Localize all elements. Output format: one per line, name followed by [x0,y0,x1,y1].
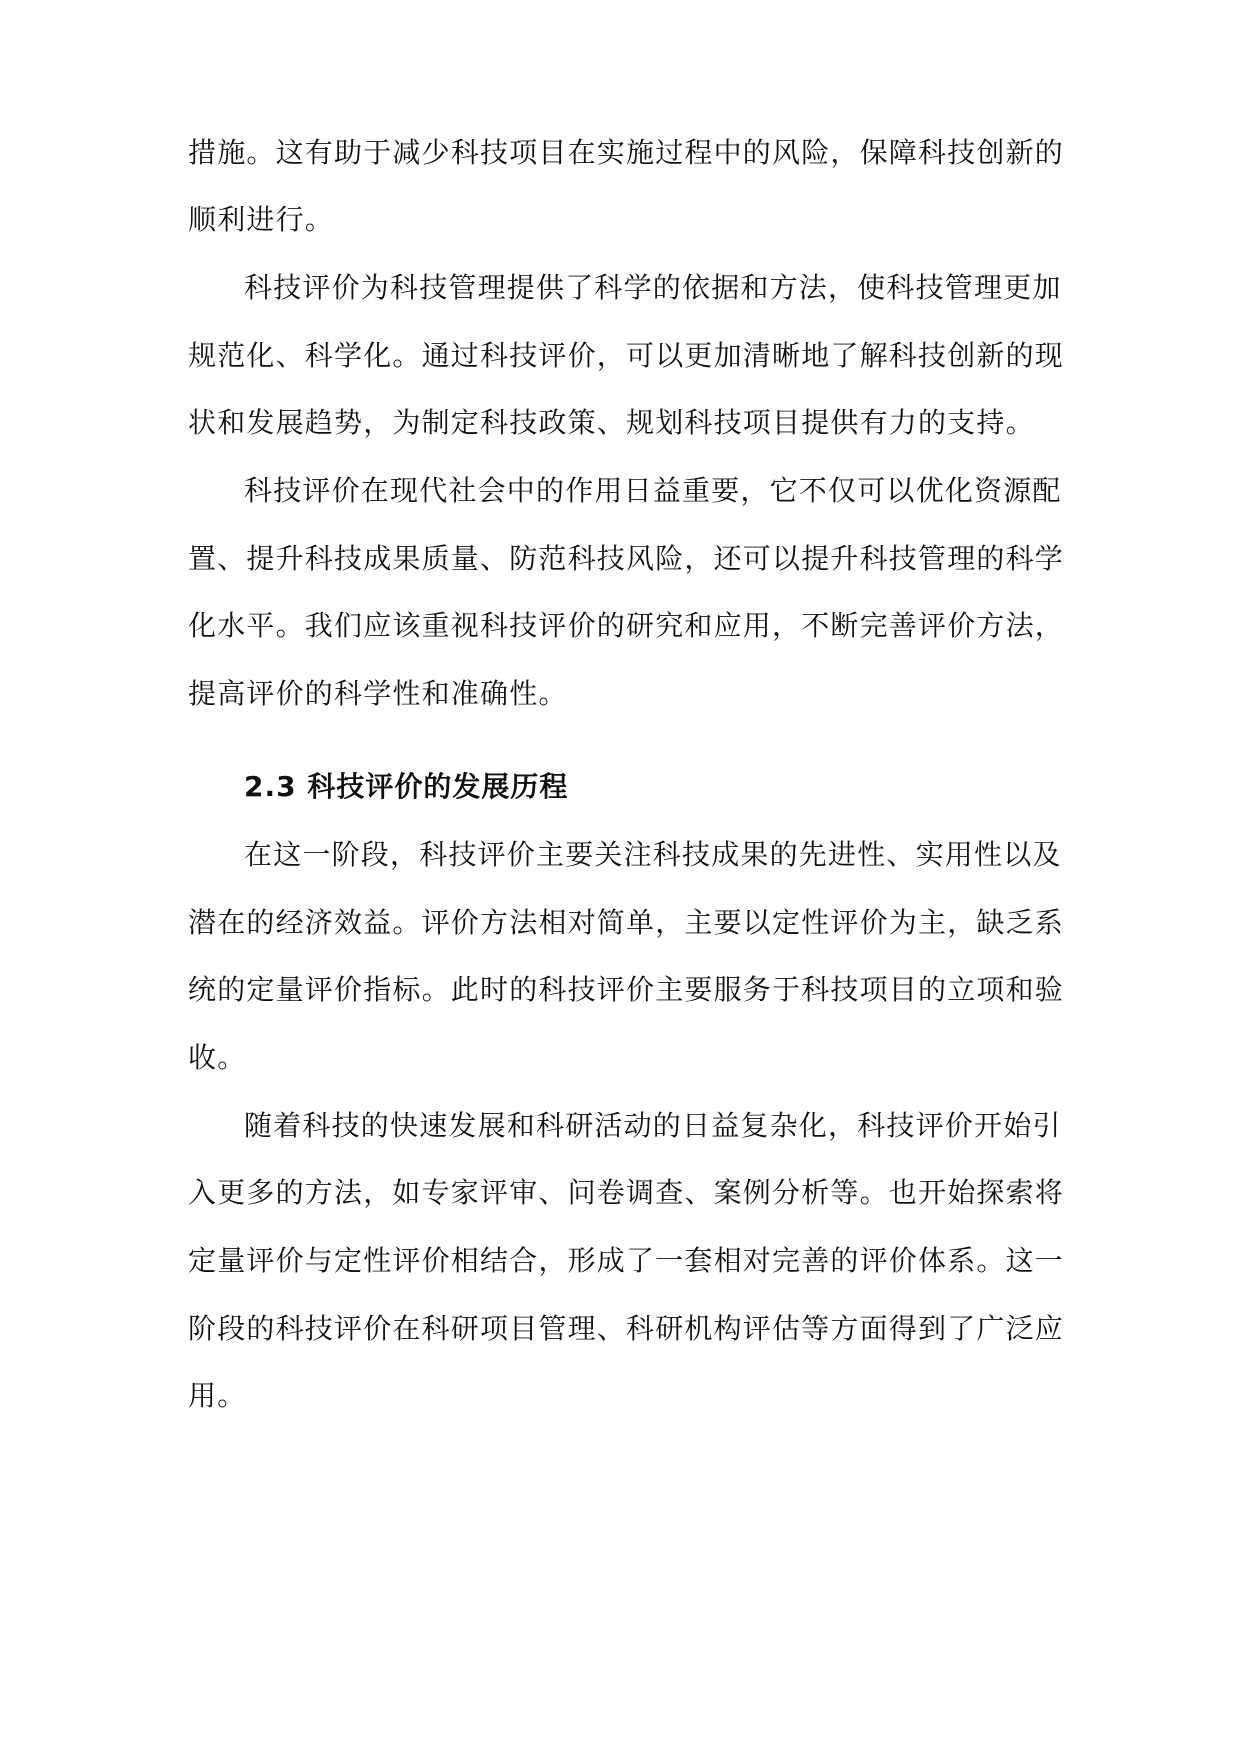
text-line: 顺利进行。 [188,203,335,236]
text-line: 入更多的方法，如专家评审、问卷调查、案例分析等。也开始探索将 [188,1176,1065,1209]
text-line: 统的定量评价指标。此时的科技评价主要服务于科技项目的立项和验 [188,973,1065,1006]
text-line: 收。 [188,1041,247,1074]
section-heading: 2.3 科技评价的发展历程 [244,770,569,803]
text-line: 潜在的经济效益。评价方法相对简单，主要以定性评价为主，缺乏系 [188,906,1065,939]
text-line: 状和发展趋势，为制定科技政策、规划科技项目提供有力的支持。 [188,406,1035,439]
text-line: 科技评价在现代社会中的作用日益重要，它不仅可以优化资源配 [244,474,1062,507]
text-line: 科技评价为科技管理提供了科学的依据和方法，使科技管理更加 [244,271,1062,304]
text-line: 化水平。我们应该重视科技评价的研究和应用，不断完善评价方法， [188,609,1065,642]
text-line: 用。 [188,1379,247,1412]
text-line: 阶段的科技评价在科研项目管理、科研机构评估等方面得到了广泛应 [188,1312,1065,1345]
text-line: 置、提升科技成果质量、防范科技风险，还可以提升科技管理的科学 [188,542,1065,575]
text-line: 提高评价的科学性和准确性。 [188,677,568,710]
text-line: 在这一阶段，科技评价主要关注科技成果的先进性、实用性以及 [244,838,1062,871]
text-line: 规范化、科学化。通过科技评价，可以更加清晰地了解科技创新的现 [188,339,1065,372]
text-line: 措施。这有助于减少科技项目在实施过程中的风险，保障科技创新的 [188,136,1065,169]
text-line: 随着科技的快速发展和科研活动的日益复杂化，科技评价开始引 [244,1109,1062,1142]
text-line: 定量评价与定性评价相结合，形成了一套相对完善的评价体系。这一 [188,1244,1065,1277]
